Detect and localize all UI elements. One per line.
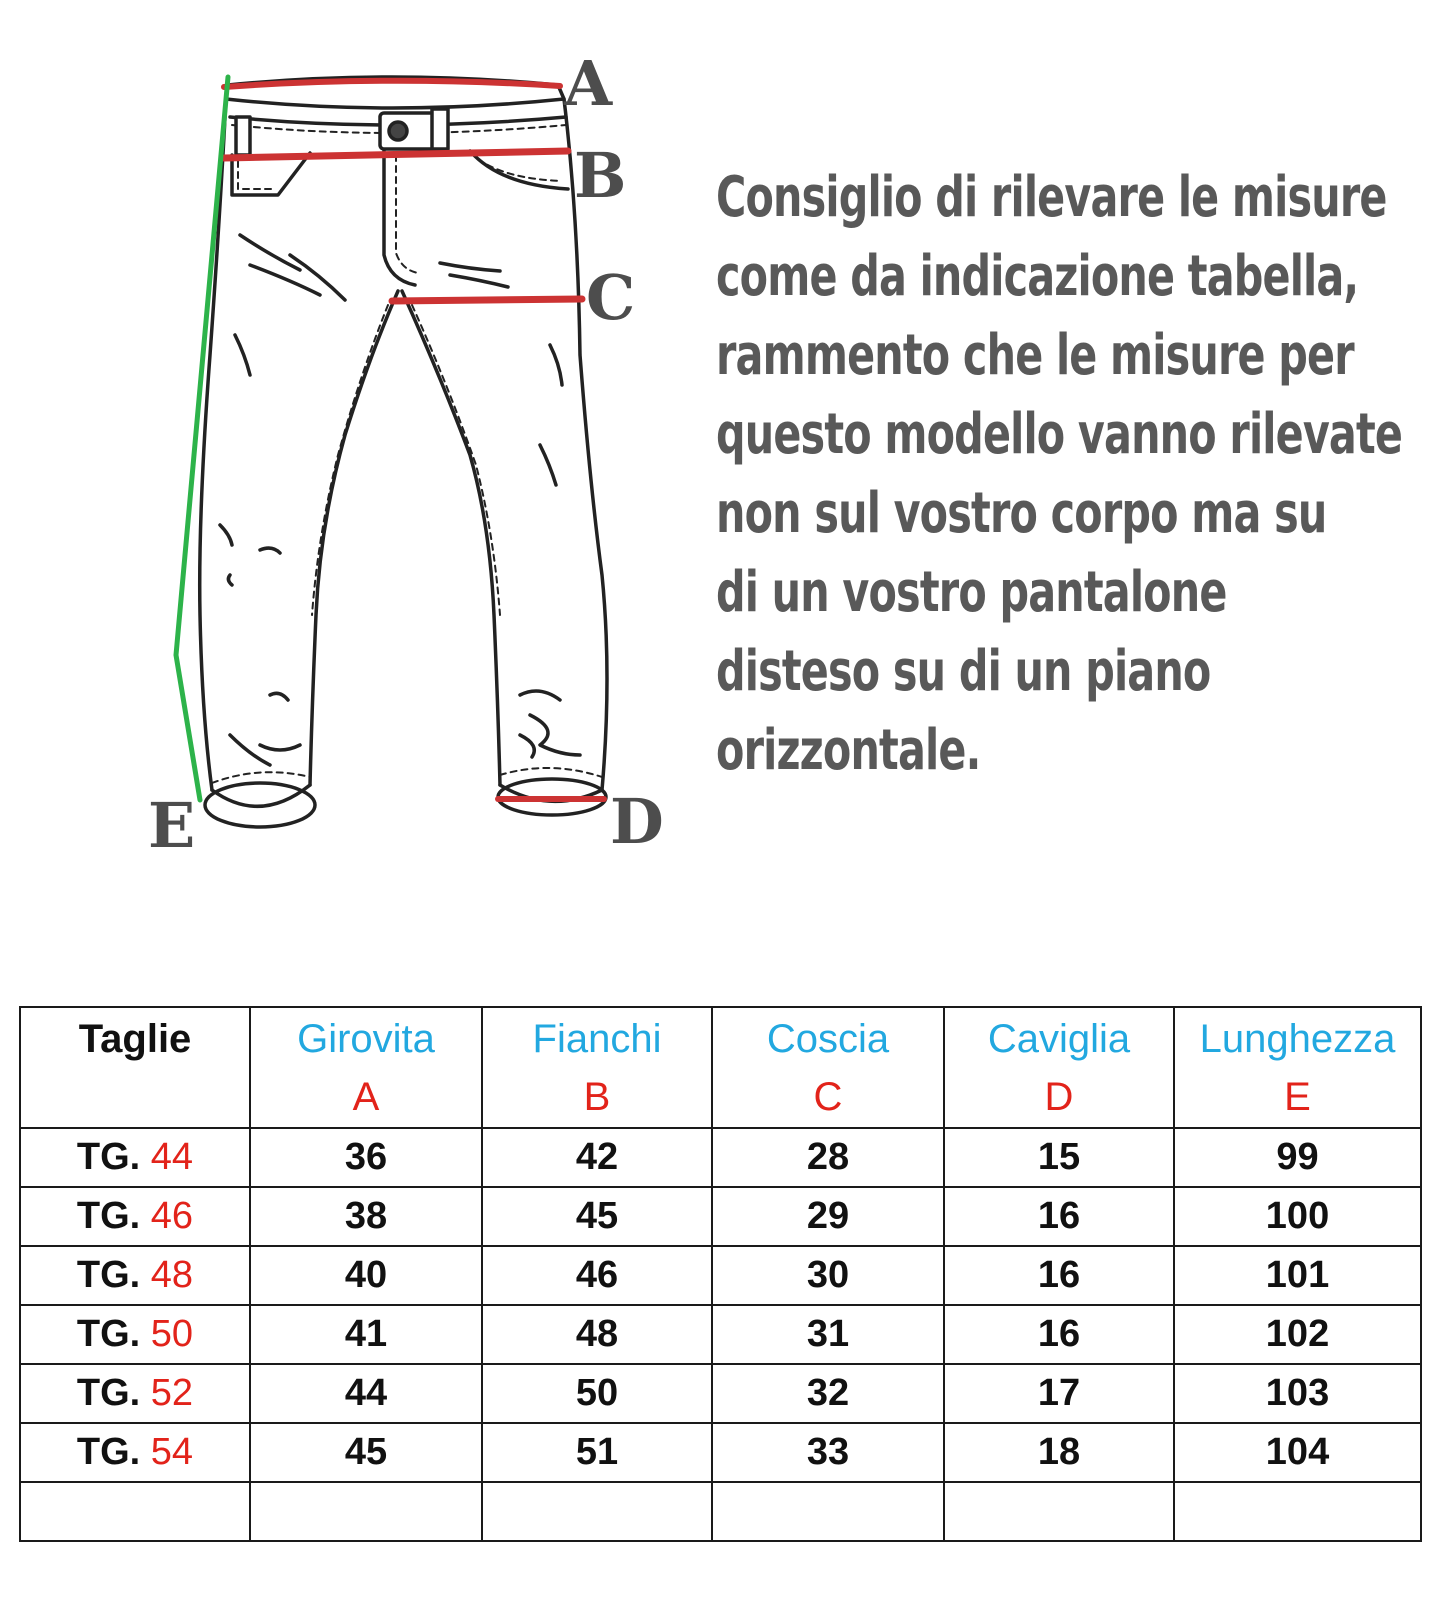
table-cell: 31 [712, 1305, 944, 1364]
column-name: Coscia [766, 1017, 890, 1061]
column-letter: E [1284, 1075, 1311, 1119]
size-number: 44 [150, 1136, 194, 1178]
size-table-header [20, 1007, 1421, 1128]
size-number: 52 [150, 1372, 194, 1414]
table-row [20, 1305, 1421, 1364]
size-prefix: TG. [76, 1195, 141, 1237]
column-letter: A [352, 1075, 380, 1119]
size-cell [20, 1187, 250, 1246]
header-fianchi [482, 1007, 712, 1128]
advice-line: come da indicazione tabella, [716, 244, 1359, 309]
size-table-body [20, 1128, 1421, 1541]
table-cell: 51 [482, 1423, 712, 1482]
table-cell: 101 [1174, 1246, 1421, 1305]
table-cell: 36 [250, 1128, 482, 1187]
size-cell [20, 1128, 250, 1187]
label-d: D [610, 785, 664, 858]
size-number: 46 [150, 1195, 194, 1237]
advice-line: Consiglio di rilevare le misure [716, 165, 1387, 230]
table-cell: 15 [944, 1128, 1174, 1187]
table-cell: 45 [250, 1423, 482, 1482]
table-cell: 30 [712, 1246, 944, 1305]
size-cell [20, 1423, 250, 1482]
header-girovita [250, 1007, 482, 1128]
size-cell [20, 1364, 250, 1423]
size-prefix: TG. [76, 1313, 141, 1355]
size-cell [20, 1246, 250, 1305]
size-number: 50 [150, 1313, 194, 1355]
header-caviglia [944, 1007, 1174, 1128]
table-cell: 102 [1174, 1305, 1421, 1364]
measurement-advice [716, 158, 1403, 790]
table-row [20, 1423, 1421, 1482]
header-lunghezza [1174, 1007, 1421, 1128]
table-cell: 33 [712, 1423, 944, 1482]
size-prefix: TG. [76, 1254, 141, 1296]
table-cell: 46 [482, 1246, 712, 1305]
column-letter: D [1044, 1075, 1074, 1119]
trousers-measurement-diagram [140, 55, 680, 875]
empty-cell [1174, 1482, 1421, 1541]
label-e: E [148, 789, 196, 862]
size-cell [20, 1305, 250, 1364]
table-cell: 100 [1174, 1187, 1421, 1246]
table-row-empty [20, 1482, 1421, 1541]
table-cell: 16 [944, 1246, 1174, 1305]
label-a: A [564, 55, 613, 120]
table-cell: 18 [944, 1423, 1174, 1482]
table-cell: 38 [250, 1187, 482, 1246]
hip-measure-line [224, 151, 568, 158]
table-cell: 32 [712, 1364, 944, 1423]
table-row [20, 1246, 1421, 1305]
empty-cell [482, 1482, 712, 1541]
empty-cell [712, 1482, 944, 1541]
table-cell: 17 [944, 1364, 1174, 1423]
advice-line: orizzontale. [716, 718, 981, 783]
thigh-measure-line [392, 299, 582, 301]
table-cell: 41 [250, 1305, 482, 1364]
advice-line: non sul vostro corpo ma su [716, 481, 1327, 546]
table-cell: 48 [482, 1305, 712, 1364]
table-cell: 50 [482, 1364, 712, 1423]
size-number: 48 [150, 1254, 194, 1296]
table-cell: 42 [482, 1128, 712, 1187]
table-cell: 29 [712, 1187, 944, 1246]
header-taglie: Taglie [20, 1007, 250, 1128]
table-cell: 104 [1174, 1423, 1421, 1482]
empty-cell [20, 1482, 250, 1541]
table-cell: 44 [250, 1364, 482, 1423]
table-cell: 16 [944, 1305, 1174, 1364]
size-number: 54 [150, 1431, 194, 1473]
table-cell: 45 [482, 1187, 712, 1246]
empty-cell [250, 1482, 482, 1541]
advice-line: disteso su di un piano [716, 639, 1211, 704]
table-cell: 103 [1174, 1364, 1421, 1423]
table-cell: 28 [712, 1128, 944, 1187]
advice-line: questo modello vanno rilevate [716, 402, 1403, 467]
table-cell: 16 [944, 1187, 1174, 1246]
column-name: Lunghezza [1199, 1017, 1396, 1061]
empty-cell [944, 1482, 1174, 1541]
advice-line: di un vostro pantalone [716, 560, 1227, 625]
table-cell: 99 [1174, 1128, 1421, 1187]
column-letter: B [583, 1075, 611, 1119]
size-prefix: TG. [76, 1136, 141, 1178]
size-chart-table [19, 1006, 1422, 1542]
table-row [20, 1364, 1421, 1423]
label-c: C [586, 261, 636, 334]
column-letter: C [813, 1075, 843, 1119]
table-cell: 40 [250, 1246, 482, 1305]
size-prefix: TG. [76, 1431, 141, 1473]
size-prefix: TG. [76, 1372, 141, 1414]
table-row [20, 1128, 1421, 1187]
column-name: Fianchi [532, 1017, 662, 1061]
column-name: Girovita [297, 1017, 435, 1061]
header-coscia [712, 1007, 944, 1128]
column-name: Caviglia [987, 1017, 1131, 1061]
label-b: B [574, 139, 627, 212]
table-row [20, 1187, 1421, 1246]
advice-line: rammento che le misure per [716, 323, 1354, 388]
trousers-sketch [200, 77, 607, 827]
